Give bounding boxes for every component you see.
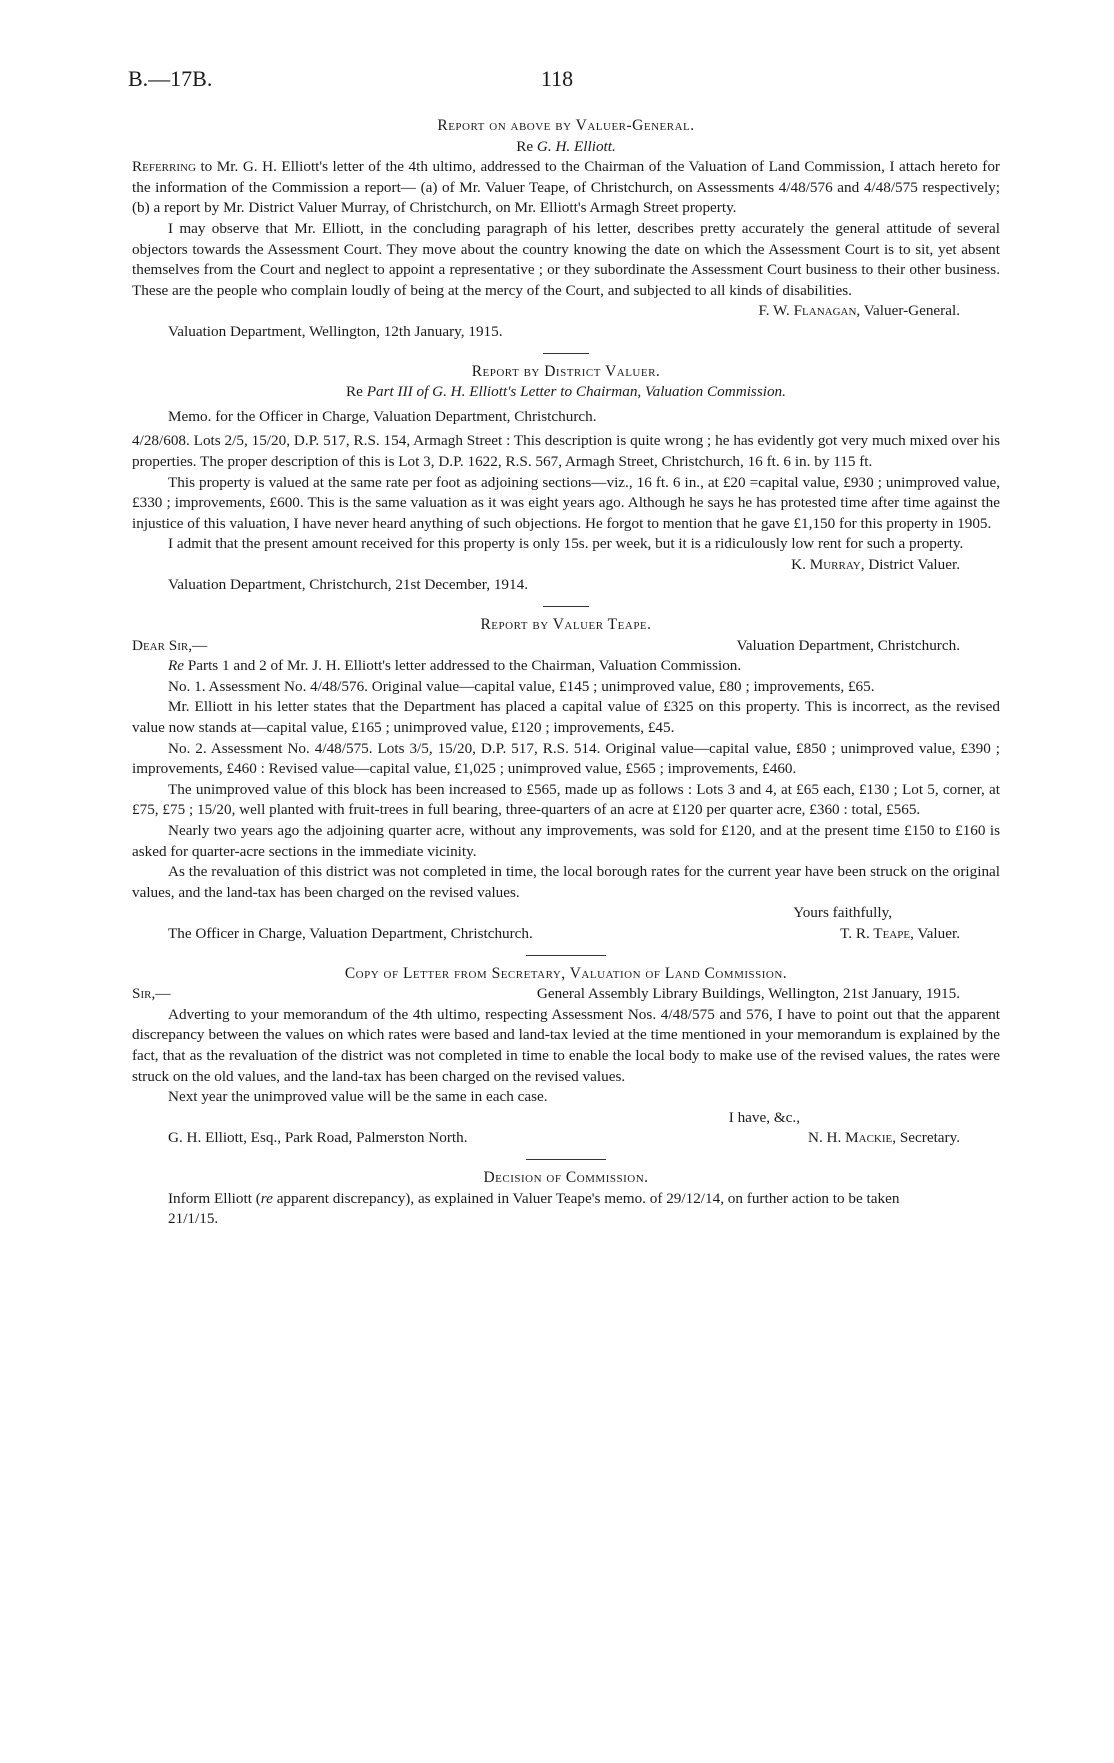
salutation: Sir,—	[132, 985, 171, 1003]
page-header	[128, 66, 986, 96]
section-divider	[526, 1159, 606, 1160]
section-divider	[526, 955, 606, 956]
signature-line	[132, 924, 1000, 945]
salutation-line	[132, 984, 1000, 1005]
dateline: Valuation Department, Wellington, 12th January, 1915.	[168, 322, 503, 340]
section-divider	[543, 353, 589, 354]
paragraph: I admit that the present amount received for this property is only 15s. per week, but it is a ridiculously low rent for such a property.	[168, 535, 964, 553]
addressee: G. H. Elliott, Esq., Park Road, Palmerston North.	[168, 1129, 468, 1147]
paragraph: As the revaluation of this district was not completed in time, the local borough rates for the current year have been struck on the original values, and the land-tax has been charged on the revised values.	[132, 863, 1000, 901]
paragraph: No. 1. Assessment No. 4/48/576. Original value—capital value, £145 ; unimproved value, £80 ; improvements, £65.	[168, 677, 875, 695]
paragraph: Inform Elliott (re apparent discrepancy), as explained in Valuer Teape's memo. of 29/12/14, on further action to be taken	[168, 1189, 900, 1207]
document-reference: B.—17B.	[128, 66, 213, 91]
memo-line: Memo. for the Officer in Charge, Valuation Department, Christchurch.	[168, 407, 597, 425]
valuer-teape-report	[132, 615, 1000, 945]
section-heading: Report by District Valuer.	[471, 362, 661, 380]
closing: Yours faithfully,	[793, 904, 892, 922]
secretary-letter	[132, 964, 1000, 1149]
section-heading: Report on above by Valuer-General.	[437, 117, 695, 134]
district-valuer-report	[132, 362, 1000, 597]
paragraph: Adverting to your memorandum of the 4th ultimo, respecting Assessment Nos. 4/48/575 and 576, I have to point out that the apparent discrepancy between the values on which rates were based and land-tax levied at the time mentioned in your memorandum is explained by the fact, that as the revaluation of the district was not completed in time to enable the local body to make use of the revised values, the rates were struck on the old values, and the land-tax has been charged on the revised values.	[132, 1005, 1000, 1085]
decision-date: 21/1/15.	[168, 1210, 219, 1228]
paragraph: The unimproved value of this block has been increased to £565, made up as follows : Lots 3 and 4, at £65 each, £130 ; Lot 5, corner, at £75, £75 ; 15/20, well planted with fruit-trees in full bearing, three-quarters of an acre at £120 per quarter acre, £360 : total, £565.	[132, 780, 1000, 819]
paragraph: I may observe that Mr. Elliott, in the concluding paragraph of his letter, describes pretty accurately the general attitude of several objectors towards the Assessment Court. They move about the country knowing the date on which the Assessment Court is to sit, yet absent themselves from the Court and neglect to appoint a representative ; or they subordinate the Assessment Court business to their other business. These are the people who complain loudly of being at the mercy of the Court, and subjected to all kinds of disabilities.	[132, 219, 1000, 299]
signature: T. R. Teape, Valuer.	[840, 924, 960, 942]
salutation: Dear Sir,—	[132, 636, 208, 654]
section-heading: Report by Valuer Teape.	[480, 616, 652, 634]
paragraph: Next year the unimproved value will be the same in each case.	[168, 1088, 548, 1106]
section-divider	[543, 606, 589, 607]
address: General Assembly Library Buildings, Wellington, 21st January, 1915.	[536, 985, 960, 1003]
salutation-line	[132, 636, 1000, 657]
commission-decision	[132, 1168, 1000, 1230]
paragraph: Re Parts 1 and 2 of Mr. J. H. Elliott's letter addressed to the Chairman, Valuation Commission.	[168, 657, 742, 675]
document-body	[132, 116, 1000, 1230]
paragraph: Nearly two years ago the adjoining quarter acre, without any improvements, was sold for £120, and at the present time £150 to £160 is asked for quarter-acre sections in the immediate vicinity.	[132, 822, 1000, 860]
closing: I have, &c.,	[728, 1108, 800, 1126]
paragraph: No. 2. Assessment No. 4/48/575. Lots 3/5, 15/20, D.P. 517, R.S. 514. Original value—capital value, £850 ; unimproved value, £390 ; improvements, £460 : Revised value—capital value, £1,025 ; unimproved value, £565 ; improvements, £460.	[132, 739, 1000, 778]
paragraph: 4/28/608. Lots 2/5, 15/20, D.P. 517, R.S. 154, Armagh Street : This description is quite wrong ; he has evidently got very much mixed over his properties. The proper description of this is Lot 3, D.P. 1622, R.S. 567, Armagh Street, Christchurch, 16 ft. 6 in. by 115 ft.	[132, 432, 1000, 470]
valuer-general-report	[132, 116, 1000, 343]
addressee: The Officer in Charge, Valuation Department, Christchurch.	[168, 924, 533, 942]
section-heading: Copy of Letter from Secretary, Valuation of Land Commission.	[344, 964, 788, 982]
dateline: Valuation Department, Christchurch, 21st December, 1914.	[168, 576, 528, 594]
paragraph: Referring to Mr. G. H. Elliott's letter of the 4th ultimo, addressed to the Chairman of the Valuation of Land Commission, I attach hereto for the information of the Commission a report— (a) of Mr. Valuer Teape, of Christchurch, on Assessments 4/48/576 and 4/48/575 respectively; (b) a report by Mr. District Valuer Murray, of Christchurch, on Mr. Elliott's Armagh Street property.	[132, 158, 1000, 217]
signature: N. H. Mackie, Secretary.	[808, 1129, 960, 1147]
page-number: 118	[540, 66, 574, 91]
section-subheading: Re Part III of G. H. Elliott's Letter to Chairman, Valuation Commission.	[346, 383, 786, 401]
section-heading: Decision of Commission.	[483, 1168, 649, 1186]
paragraph: This property is valued at the same rate per foot as adjoining sections—viz., 16 ft. 6 in., at £20 =capital value, £930 ; unimproved value, £330 ; improvements, £600. This is the same valuation as it was eight years ago. Although he says he has protested time after time against the injustice of this valuation, I have never heard anything of such objections. He forgot to mention that he gave £1,150 for this property in 1905.	[132, 473, 1000, 532]
address: Valuation Department, Christchurch.	[736, 636, 960, 654]
paragraph: Mr. Elliott in his letter states that the Department has placed a capital value of £325 on this property. This is incorrect, as the revised value now stands at—capital value, £165 ; unimproved value, £120 ; improvements, £45.	[132, 698, 1000, 737]
signature: K. Murray, District Valuer.	[791, 555, 960, 573]
signature-line	[132, 1128, 1000, 1149]
signature: F. W. Flanagan, Valuer-General.	[758, 302, 960, 320]
section-subheading: Re G. H. Elliott.	[516, 137, 616, 155]
